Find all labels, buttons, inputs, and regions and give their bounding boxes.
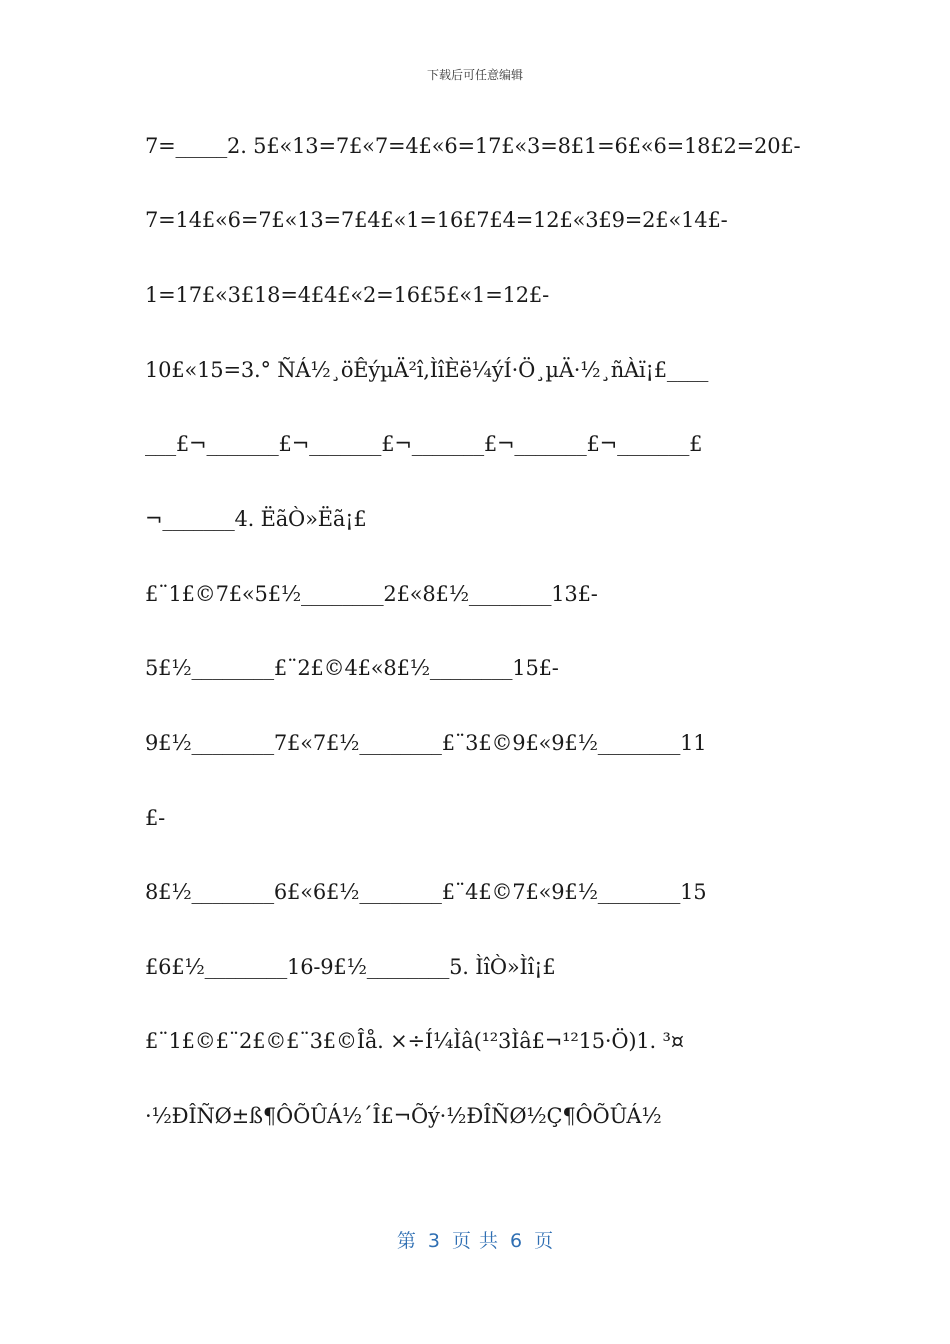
text-line: £¨1£©£¨2£©£¨3£©Îå. ×÷Í¼Ìâ(¹²3Ìâ£¬¹²15·Ö)1. ³¤ — [145, 1029, 684, 1053]
text-line: 8£½________6£«6£½________£¨4£©7£«9£½________15 — [145, 880, 707, 904]
current-page-number: 3 — [427, 1230, 440, 1252]
text-line: 9£½________7£«7£½________£¨3£©9£«9£½________11 — [145, 731, 707, 755]
footer-prefix: 第 — [396, 1230, 416, 1252]
text-line: 5£½________£¨2£©4£«8£½________15£- — [145, 656, 559, 680]
page-header: 下载后可任意编辑 — [426, 68, 523, 82]
text-line: ·½ÐÎÑØ±ß¶ÔÕÛÁ½´Î£¬Õý·½ÐÎÑØ½Ç¶ÔÕÛÁ½ — [145, 1104, 662, 1128]
text-line: £¨1£©7£«5£½________2£«8£½________13£- — [145, 582, 598, 606]
page-footer — [0, 1226, 950, 1253]
text-line: £- — [145, 806, 166, 830]
text-line: £6£½________16-9£½________5. ÌîÒ»Ìî¡£ — [145, 955, 556, 979]
text-line: ___£¬_______£¬_______£¬_______£¬_______£¬_______£ — [145, 432, 703, 456]
text-line: 1=17£«3£18=4£4£«2=16£5£«1=12£- — [145, 283, 549, 307]
footer-suffix: 页 — [534, 1230, 554, 1252]
text-line: 10£«15=3.° ÑÁ½¸öÊýµÄ²î,ÌîÈë¼ýÍ·Ö¸µÄ·½¸ñÀï¡£____ — [145, 358, 709, 382]
footer-middle: 页 共 — [451, 1230, 499, 1252]
text-line: 7=_____2. 5£«13=7£«7=4£«6=17£«3=8£1=6£«6=18£2=20£- — [145, 134, 801, 158]
text-line: ¬_______4. ËãÒ»Ëã¡£ — [145, 507, 367, 531]
total-page-count: 6 — [510, 1230, 523, 1252]
text-line: 7=14£«6=7£«13=7£4£«1=16£7£4=12£«3£9=2£«14£- — [145, 208, 728, 232]
